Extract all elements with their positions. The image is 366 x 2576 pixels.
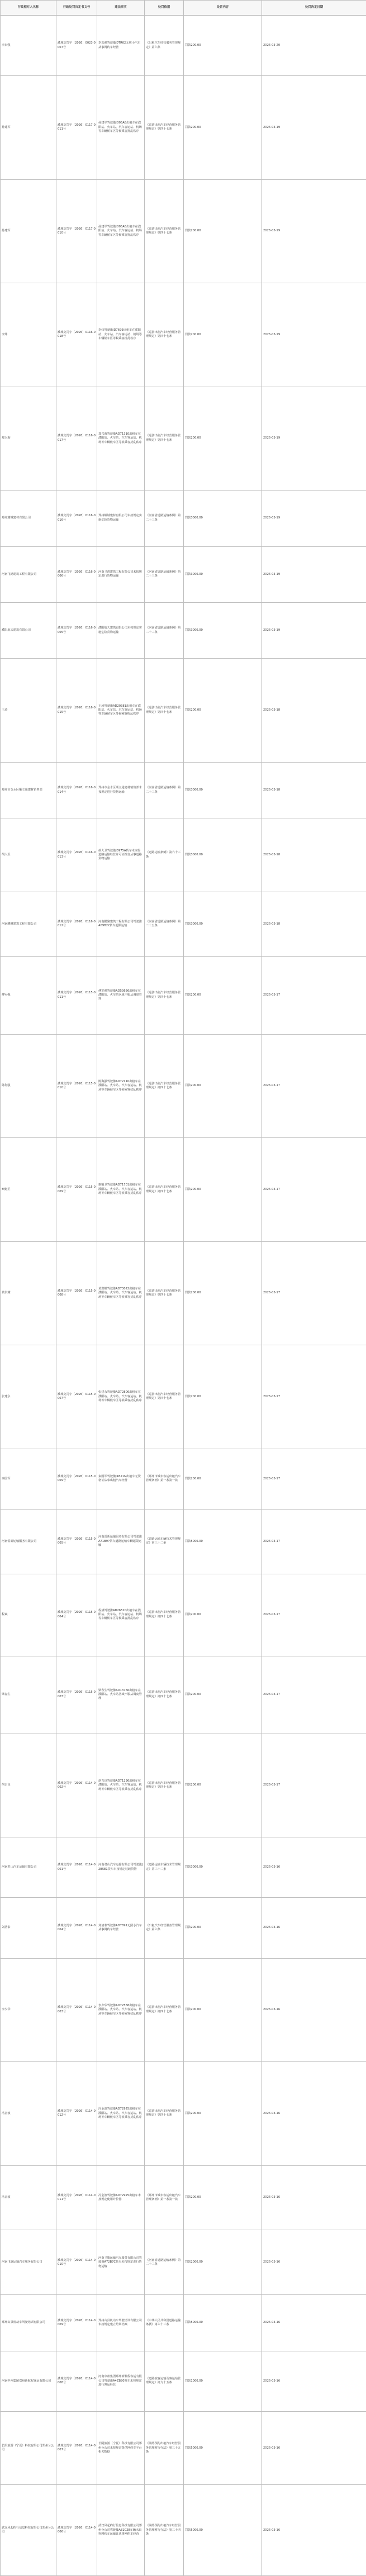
fact-cell: 冯金波驾驶豫AD72925出租车在濮阳站、火车站、汽车客运站、机场等车辆候车区等候乘客扰乱秩序	[97, 2062, 145, 2165]
fact-cell: 张建永驾驶豫AD72806出租车在濮阳站、火车站、汽车客运站、机场等车辆候车区等候乘客扰乱秩序	[97, 1345, 145, 1449]
date-cell: 2026-03-16	[262, 1837, 366, 1898]
table-row	[1, 1449, 366, 1509]
table-row	[1, 2062, 366, 2165]
table-row	[1, 1656, 366, 1734]
table-row	[1, 892, 366, 956]
fact-cell: 郑兴海驾驶豫AD71310出租车在濮阳站、火车站、汽车客运站、机场等车辆候车区等候乘客扰乱秩序	[97, 387, 145, 490]
basis-cell: 《中华人民共和国道路运输条例》第六十三条	[145, 2295, 184, 2351]
table-row	[1, 179, 366, 283]
content-cell: 罚款3000.00	[184, 1837, 262, 1898]
date-cell: 2026-03-20	[262, 16, 366, 76]
date-cell: 2026-03-19	[262, 179, 366, 283]
table-row	[1, 76, 366, 179]
content-cell: 罚款5000.00	[184, 2412, 262, 2485]
table-header-row	[1, 1, 366, 16]
party-cell: 河南君山汽车运输有限公司	[1, 1837, 56, 1898]
table-row	[1, 659, 366, 762]
doc-number-cell: 濮城交罚字〔2026〕0115-0009号	[56, 1138, 97, 1241]
content-cell: 罚款200.00	[184, 1958, 262, 2061]
date-cell: 2026-03-17	[262, 1574, 366, 1656]
content-cell: 罚款3000.00	[184, 603, 262, 659]
doc-number-cell: 濮城交罚字〔2026〕0114-0009号	[56, 2295, 97, 2351]
content-cell: 罚款200.00	[184, 387, 262, 490]
party-cell: 郑州耀城建材有限公司	[1, 491, 56, 546]
party-cell: 程斌	[1, 1574, 56, 1656]
date-cell: 2026-03-18	[262, 892, 366, 956]
content-cell: 罚款200.00	[184, 1734, 262, 1837]
date-cell: 2026-03-16	[262, 2062, 366, 2165]
fact-cell: 河南中州集团郑州新航程客运有限公司驾驶豫A4ZB80客车未按规定进行客运经营	[97, 2351, 145, 2411]
table-row	[1, 2412, 366, 2485]
basis-cell: 《郑州市城市客运出租汽车管理条例》第一条第一款	[145, 1449, 184, 1509]
doc-number-cell: 濮城交罚字〔2026〕0114-0001号	[56, 1837, 97, 1898]
doc-number-cell: 濮城交罚字〔2026〕0114-0011号	[56, 2165, 97, 2230]
basis-cell: 《河南省道路运输条例》第二十三条	[145, 2230, 184, 2295]
header-date: 处罚决定日期	[262, 1, 366, 16]
table-row	[1, 1345, 366, 1449]
party-cell: 孙建军	[1, 179, 56, 283]
basis-cell: 《巡游出租汽车经营服务管理规定》第四十七条	[145, 1034, 184, 1137]
date-cell: 2026-03-16	[262, 2412, 366, 2485]
basis-cell: 《巡游出租汽车经营服务管理规定》第四十七条	[145, 2062, 184, 2165]
basis-cell: 《网络预约出租汽车经营服务管理暂行办法》第三十五条	[145, 2412, 184, 2485]
basis-cell: 《巡游出租汽车经营服务管理规定》第四十七条	[145, 76, 184, 179]
table-row	[1, 546, 366, 602]
date-cell: 2026-03-19	[262, 603, 366, 659]
fact-cell: 刘清泰驾驶豫AD7891无照小汽车从事网约车经营	[97, 1898, 145, 1958]
party-cell: 河南雷新运输服务有限公司	[1, 1509, 56, 1574]
basis-cell: 《巡游出租汽车经营服务管理规定》第四十七条	[145, 1574, 184, 1656]
party-cell: 傅军强	[1, 956, 56, 1034]
fact-cell: 郑州山县机动车驾驶培训有限公司未按规定建立培训档案	[97, 2295, 145, 2351]
header-doc-number: 行政处罚决定书文号	[56, 1, 97, 16]
basis-cell: 《郑州市城市客运出租汽车管理条例》第一条第一款	[145, 2165, 184, 2230]
doc-number-cell: 濮城交罚字〔2026〕0116-0012号	[56, 892, 97, 956]
date-cell: 2026-03-17	[262, 1509, 366, 1574]
date-cell: 2026-03-17	[262, 1345, 366, 1449]
fact-cell: 河南鹏聚建筑工程有限公司驾驶豫A09B2Y货车超限运输	[97, 892, 145, 956]
content-cell: 罚款200.00	[184, 1656, 262, 1734]
table-row	[1, 1574, 366, 1656]
party-cell: 冯金波	[1, 2165, 56, 2230]
doc-number-cell: 濮城交罚字〔2026〕0116-0006号	[56, 546, 97, 602]
doc-number-cell: 濮城交罚字〔2026〕0116-0014号	[56, 762, 97, 818]
doc-number-cell: 濮城交罚字〔2026〕0114-0012号	[56, 2062, 97, 2165]
doc-number-cell: 濮城交罚字〔2026〕0116-0018号	[56, 283, 97, 387]
date-cell: 2026-03-18	[262, 818, 366, 892]
party-cell: 李东强	[1, 16, 56, 76]
fact-cell: 河南飞旗运输汽车服务有限公司驾驶豫A72B7C货车未按规定进行货物运输	[97, 2230, 145, 2295]
party-cell: 张建永	[1, 1345, 56, 1449]
content-cell: 罚款200.00	[184, 2062, 262, 2165]
doc-number-cell: 濮城交罚字〔2026〕0023-0007号	[56, 16, 97, 76]
content-cell: 罚款200.00	[184, 659, 262, 762]
table-row	[1, 491, 366, 546]
fact-cell: 河南飞鸿建筑工程有限公司未按规定进行货物运输	[97, 546, 145, 602]
content-cell: 罚款200.00	[184, 1241, 262, 1345]
basis-cell: 《巡游出租汽车经营服务管理规定》第四十七条	[145, 659, 184, 762]
content-cell: 罚款200.00	[184, 76, 262, 179]
doc-number-cell: 濮城交罚字〔2026〕0115-0010号	[56, 1034, 97, 1137]
doc-number-cell: 濮城交罚字〔2026〕0116-0016号	[56, 491, 97, 546]
date-cell: 2026-03-16	[262, 1958, 366, 2061]
basis-cell: 《道路旅客运输及客运站管理规定》第九十五条	[145, 2351, 184, 2411]
doc-number-cell: 濮城交罚字〔2026〕0115-0005号	[56, 1509, 97, 1574]
table-row	[1, 2351, 366, 2411]
content-cell: 罚款3000.00	[184, 762, 262, 818]
basis-cell: 《道路运输条例》第六十三条	[145, 818, 184, 892]
basis-cell: 《巡游出租汽车经营服务管理规定》第四十七条	[145, 1958, 184, 2061]
party-cell: 郑州市金水区顺立通建材销售部	[1, 762, 56, 818]
date-cell: 2026-03-16	[262, 2485, 366, 2576]
date-cell: 2026-03-17	[262, 1241, 366, 1345]
fact-cell: 河南君山汽车运输有限公司驾驶豫J2B5E1货车未按规定装载货物	[97, 1837, 145, 1898]
doc-number-cell: 濮城交罚字〔2026〕0116-0005号	[56, 603, 97, 659]
basis-cell: 《网络预约出租汽车经营服务管理暂行办法》第三十四条	[145, 2485, 184, 2576]
basis-cell: 《巡游出租汽车经营服务管理规定》第四十七条	[145, 1138, 184, 1241]
basis-cell: 《巡游出租汽车经营服务管理规定》第四十七条	[145, 179, 184, 283]
fact-cell: 傅军强驾驶豫AD53656出租车在濮阳站、火车站区域不服从调度管理	[97, 956, 145, 1034]
fact-cell: 梁春生驾驶豫AD13766出租车在濮阳站、火车站区域不服从调度管理	[97, 1656, 145, 1734]
table-row	[1, 387, 366, 490]
date-cell: 2026-03-17	[262, 1656, 366, 1734]
basis-cell: 《巡游出租汽车经营服务管理规定》第四十七条	[145, 1345, 184, 1449]
table-row	[1, 1734, 366, 1837]
party-cell: 河南中州集团郑州新航程客运有限公司	[1, 2351, 56, 2411]
fact-cell: 胡吉良驾驶豫AD71236出租车在濮阳站、火车站、汽车客运站、机场等车辆候车区等候乘客扰乱秩序	[97, 1734, 145, 1837]
basis-cell: 《道路运输车辆技术管理规定》第三十二条	[145, 1509, 184, 1574]
table-row	[1, 1241, 366, 1345]
date-cell: 2026-03-16	[262, 2230, 366, 2295]
content-cell: 罚款200.00	[184, 283, 262, 387]
date-cell: 2026-03-17	[262, 1734, 366, 1837]
date-cell: 2026-03-17	[262, 1138, 366, 1241]
doc-number-cell: 濮城交罚字〔2026〕0114-0002号	[56, 1734, 97, 1837]
doc-number-cell: 濮城交罚字〔2026〕0114-0004号	[56, 1898, 97, 1958]
party-cell: 甄魁卫	[1, 1138, 56, 1241]
party-cell: 濮阳航天建筑有限公司	[1, 603, 56, 659]
fact-cell: 李少华驾驶豫AD72568出租车在濮阳站、火车站、汽车客运站、机场等车辆候车区等候乘客扰乱秩序	[97, 1958, 145, 2061]
date-cell: 2026-03-17	[262, 956, 366, 1034]
content-cell: 罚款200.00	[184, 179, 262, 283]
table-row	[1, 1034, 366, 1137]
content-cell: 罚款200.00	[184, 2165, 262, 2230]
table-row	[1, 603, 366, 659]
party-cell: 武汉风起约行信息科技有限公司郑州分公司	[1, 2485, 56, 2576]
doc-number-cell: 濮城交罚字〔2026〕0115-0007号	[56, 1345, 97, 1449]
party-cell: 郑州山县机动车驾驶培训有限公司	[1, 2295, 56, 2351]
table-row	[1, 956, 366, 1034]
doc-number-cell: 濮城交罚字〔2026〕0116-0017号	[56, 387, 97, 490]
content-cell: 罚款200.00	[184, 1898, 262, 1958]
party-cell: 胡吉良	[1, 1734, 56, 1837]
header-content: 处罚内容	[184, 1, 262, 16]
basis-cell: 《河南省道路运输条例》第二十三条	[145, 491, 184, 546]
basis-cell: 《巡游出租汽车经营服务管理规定》第四十七条	[145, 283, 184, 387]
table-row	[1, 1509, 366, 1574]
party-cell: 刘清泰	[1, 1898, 56, 1958]
basis-cell: 《河南省道路运输条例》第二十三条	[145, 762, 184, 818]
fact-cell: 胡大卫驾驶豫J0975A货车未取得道路运输经营许可证擅自从事道路货物运输	[97, 818, 145, 892]
fact-cell: 河南雷新运输服务有限公司驾驶豫A71B9P货车道路运输车辆超限运输	[97, 1509, 145, 1574]
content-cell: 罚款3000.00	[184, 818, 262, 892]
date-cell: 2026-03-16	[262, 1898, 366, 1958]
content-cell: 罚款200.00	[184, 1138, 262, 1241]
date-cell: 2026-03-18	[262, 659, 366, 762]
content-cell: 罚款3000.00	[184, 892, 262, 956]
basis-cell: 《出租汽车经营服务管理规定》第六条	[145, 16, 184, 76]
doc-number-cell: 濮城交罚字〔2026〕0114-0007号	[56, 2412, 97, 2485]
content-cell: 罚款200.00	[184, 1034, 262, 1137]
doc-number-cell: 濮城交罚字〔2026〕0115-0004号	[56, 1574, 97, 1656]
table-row	[1, 16, 366, 76]
party-cell: 李少华	[1, 1958, 56, 2061]
content-cell: 罚款1000.00	[184, 2351, 262, 2411]
content-cell: 罚款200.00	[184, 1574, 262, 1656]
basis-cell: 《道路运输车辆技术管理规定》第三十二条	[145, 1837, 184, 1898]
table-row	[1, 818, 366, 892]
fact-cell: 冯金波驾驶豫AD72925出租车未按规定使用计价器	[97, 2165, 145, 2230]
party-cell: 陈海强	[1, 1034, 56, 1137]
basis-cell: 《出租汽车经营服务管理规定》第六条	[145, 1898, 184, 1958]
party-cell: 秦国军	[1, 1449, 56, 1509]
content-cell: 罚款3000.00	[184, 546, 262, 602]
doc-number-cell: 濮城交罚字〔2026〕0116-0013号	[56, 818, 97, 892]
fact-cell: 陈海强驾驶豫AD72110出租车在濮阳站、火车站、汽车客运站、机场等车辆候车区等候乘客扰乱秩序	[97, 1034, 145, 1137]
content-cell: 罚款5000.00	[184, 2485, 262, 2576]
party-cell: 孙建军	[1, 76, 56, 179]
basis-cell: 《河南省道路运输条例》第二十三条	[145, 603, 184, 659]
table-row	[1, 1138, 366, 1241]
fact-cell: 武汉风起约行信息科技有限公司郑州分公司驾驶豫A81C28车辆未取得网约车运输证从事网约车经营	[97, 2485, 145, 2576]
table-row	[1, 1898, 366, 1958]
fact-cell: 长阴旅游（宁夏）科技有限公司郑州分公司未按规定提供网约车平台相关数据	[97, 2412, 145, 2485]
fact-cell: 濮阳航天建筑有限公司未按规定实施危险货物运输	[97, 603, 145, 659]
header-fact: 违法事实	[97, 1, 145, 16]
date-cell: 2026-03-16	[262, 2295, 366, 2351]
party-cell: 河南飞鸿建筑工程有限公司	[1, 546, 56, 602]
fact-cell: 王涛驾驶豫AD20381出租车在濮阳站、火车站、汽车客运站、机场等车辆候车区等候乘客扰乱秩序	[97, 659, 145, 762]
doc-number-cell: 濮城交罚字〔2026〕0115-0003号	[56, 1656, 97, 1734]
date-cell: 2026-03-19	[262, 283, 366, 387]
party-cell: 黄洪耀	[1, 1241, 56, 1345]
table-row	[1, 2485, 366, 2576]
content-cell: 罚款2000.00	[184, 2230, 262, 2295]
table-row	[1, 2295, 366, 2351]
date-cell: 2026-03-16	[262, 2351, 366, 2411]
fact-cell: 黄洪耀驾驶豫AD73022出租车在濮阳站、火车站、汽车客运站、机场等车辆候车区等候乘客扰乱秩序	[97, 1241, 145, 1345]
doc-number-cell: 濮城交罚字〔2026〕0116-0015号	[56, 659, 97, 762]
date-cell: 2026-03-17	[262, 1449, 366, 1509]
content-cell: 罚款200.00	[184, 1449, 262, 1509]
party-cell: 冯金波	[1, 2062, 56, 2165]
fact-cell: 秦国军驾驶豫J1B21N出租车无资格证从事出租汽车经营	[97, 1449, 145, 1509]
table-body	[1, 16, 366, 2576]
fact-cell: 郑州市金水区顺立通建材销售部未按规定进行货物运输	[97, 762, 145, 818]
date-cell: 2026-03-19	[262, 546, 366, 602]
doc-number-cell: 濮城交罚字〔2026〕0115-0011号	[56, 956, 97, 1034]
date-cell: 2026-03-16	[262, 2165, 366, 2230]
fact-cell: 郑州耀城建材有限公司未按规定实施危险货物运输	[97, 491, 145, 546]
doc-number-cell: 濮城交罚字〔2026〕0115-0009号	[56, 1449, 97, 1509]
content-cell: 罚款200.00	[184, 16, 262, 76]
table-row	[1, 762, 366, 818]
content-cell: 罚款200.00	[184, 1345, 262, 1449]
content-cell: 罚款3000.00	[184, 491, 262, 546]
doc-number-cell: 濮城交罚字〔2026〕0114-0006号	[56, 2485, 97, 2576]
date-cell: 2026-03-19	[262, 387, 366, 490]
party-cell: 李炜	[1, 283, 56, 387]
date-cell: 2026-03-18	[262, 762, 366, 818]
basis-cell: 《巡游出租汽车经营服务管理规定》第四十七条	[145, 956, 184, 1034]
date-cell: 2026-03-19	[262, 491, 366, 546]
doc-number-cell: 濮城交罚字〔2026〕0115-0008号	[56, 1241, 97, 1345]
doc-number-cell: 濮城交罚字〔2026〕0117-0011号	[56, 76, 97, 179]
party-cell: 河南飞旗运输汽车服务有限公司	[1, 2230, 56, 2295]
content-cell: 罚款200.00	[184, 956, 262, 1034]
content-cell: 罚款5000.00	[184, 2295, 262, 2351]
fact-cell: 孙建军驾驶豫JD05A8出租车在濮阳站、火车站、汽车客运站、机场等车辆候车区等候乘客扰乱秩序	[97, 76, 145, 179]
header-basis: 处罚依据	[145, 1, 184, 16]
fact-cell: 程斌驾驶豫AD26520出租车在濮阳站、火车站、汽车客运站、机场等车辆候车区等候乘客扰乱秩序	[97, 1574, 145, 1656]
basis-cell: 《河南省道路运输条例》第二十五条	[145, 892, 184, 956]
basis-cell: 《巡游出租汽车经营服务管理规定》第四十七条	[145, 387, 184, 490]
fact-cell: 李炜驾驶豫JD7699出租车在濮阳站、火车站、汽车客运站、机场等车辆候车区等候乘客扰乱秩序	[97, 283, 145, 387]
date-cell: 2026-03-17	[262, 1034, 366, 1137]
table-row	[1, 2230, 366, 2295]
party-cell: 河南鹏聚建筑工程有限公司	[1, 892, 56, 956]
party-cell: 梁春生	[1, 1656, 56, 1734]
basis-cell: 《巡游出租汽车经营服务管理规定》第四十七条	[145, 1241, 184, 1345]
table-row	[1, 283, 366, 387]
header-party: 行政相对人名称	[1, 1, 56, 16]
party-cell: 郑兴海	[1, 387, 56, 490]
party-cell: 胡大卫	[1, 818, 56, 892]
doc-number-cell: 濮城交罚字〔2026〕0114-0008号	[56, 2351, 97, 2411]
content-cell: 罚款5000.00	[184, 1509, 262, 1574]
fact-cell: 甄魁卫驾驶豫AD71701出租车在濮阳站、火车站、汽车客运站、机场等车辆候车区等候乘客扰乱秩序	[97, 1138, 145, 1241]
basis-cell: 《河南省道路运输条例》第二十三条	[145, 546, 184, 602]
doc-number-cell: 濮城交罚字〔2026〕0114-0010号	[56, 2230, 97, 2295]
party-cell: 王涛	[1, 659, 56, 762]
fact-cell: 李东强驾驶豫J0TR02无照小汽车从事网约车经营	[97, 16, 145, 76]
doc-number-cell: 濮城交罚字〔2026〕0117-0010号	[56, 179, 97, 283]
party-cell: 长阴旅游（宁夏）科技有限公司郑州分公司	[1, 2412, 56, 2485]
table-row	[1, 1837, 366, 1898]
fact-cell: 孙建军驾驶豫JD05A8出租车在濮阳站、火车站、汽车客运站、机场等车辆候车区等候乘客扰乱秩序	[97, 179, 145, 283]
basis-cell: 《巡游出租汽车经营服务管理规定》第四十七条	[145, 1734, 184, 1837]
date-cell: 2026-03-19	[262, 76, 366, 179]
doc-number-cell: 濮城交罚字〔2026〕0114-0003号	[56, 1958, 97, 2061]
table-row	[1, 2165, 366, 2230]
table-row	[1, 1958, 366, 2061]
basis-cell: 《巡游出租汽车经营服务管理规定》第四十七条	[145, 1656, 184, 1734]
